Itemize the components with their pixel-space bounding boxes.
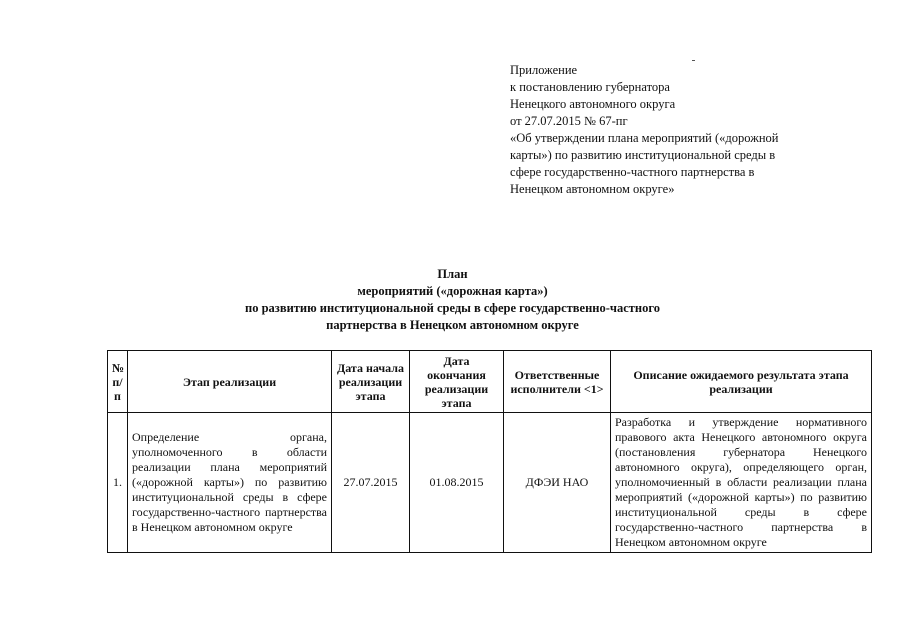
header-executors: Ответственные исполнители <1> (504, 351, 611, 413)
header-num: № п/п (108, 351, 128, 413)
table-row (108, 413, 872, 553)
appendix-line: Ненецком автономном округе» (510, 182, 675, 196)
appendix-line: Приложение (510, 63, 578, 77)
cell-num: 1. (108, 413, 128, 553)
header-stage: Этап реализации (128, 351, 332, 413)
cell-result: Разработка и утверждение нормативного правового акта Ненецкого автономного округа (постановления губернатора Ненецкого автономного округа), определяющего орган, уполномочиенный в области реализации плана мероприятий («дорожной карты») по развитию институциональной среды в сфере государственно-частного партнерства в Ненецком автономном округе (611, 413, 872, 553)
table-header-row (108, 351, 872, 413)
header-result: Описание ожидаемого результата этапа реализации (611, 351, 872, 413)
title-line: партнерства в Ненецком автономном округе (326, 318, 579, 332)
appendix-line: к постановлению губернатора (510, 80, 670, 94)
appendix-line: карты») по развитию институциональной среды в (510, 148, 776, 162)
plan-table (107, 350, 872, 553)
title-line: План (437, 267, 468, 281)
header-end-date: Дата окончания реализации этапа (410, 351, 504, 413)
cell-start-date: 27.07.2015 (332, 413, 410, 553)
appendix-line: сфере государственно-частного партнерства в (510, 165, 755, 179)
cell-executors: ДФЭИ НАО (504, 413, 611, 553)
document-title (0, 266, 905, 334)
appendix-line: «Об утверждении плана мероприятий («дорожной (510, 131, 779, 145)
cell-stage: Определение органа, уполномоченного в области реализации плана мероприятий («дорожной карты») по развитию институциональной среды в сфере государственно-частного партнерства в Ненецком автономном округе (128, 413, 332, 553)
appendix-line: от 27.07.2015 № 67-пг (510, 114, 628, 128)
scan-speck (692, 60, 695, 61)
cell-end-date: 01.08.2015 (410, 413, 504, 553)
appendix-block (510, 62, 870, 198)
appendix-line: Ненецкого автономного округа (510, 97, 676, 111)
title-line: по развитию институциональной среды в сфере государственно-частного (245, 301, 660, 315)
title-line: мероприятий («дорожная карта») (357, 284, 548, 298)
header-start-date: Дата начала реализации этапа (332, 351, 410, 413)
